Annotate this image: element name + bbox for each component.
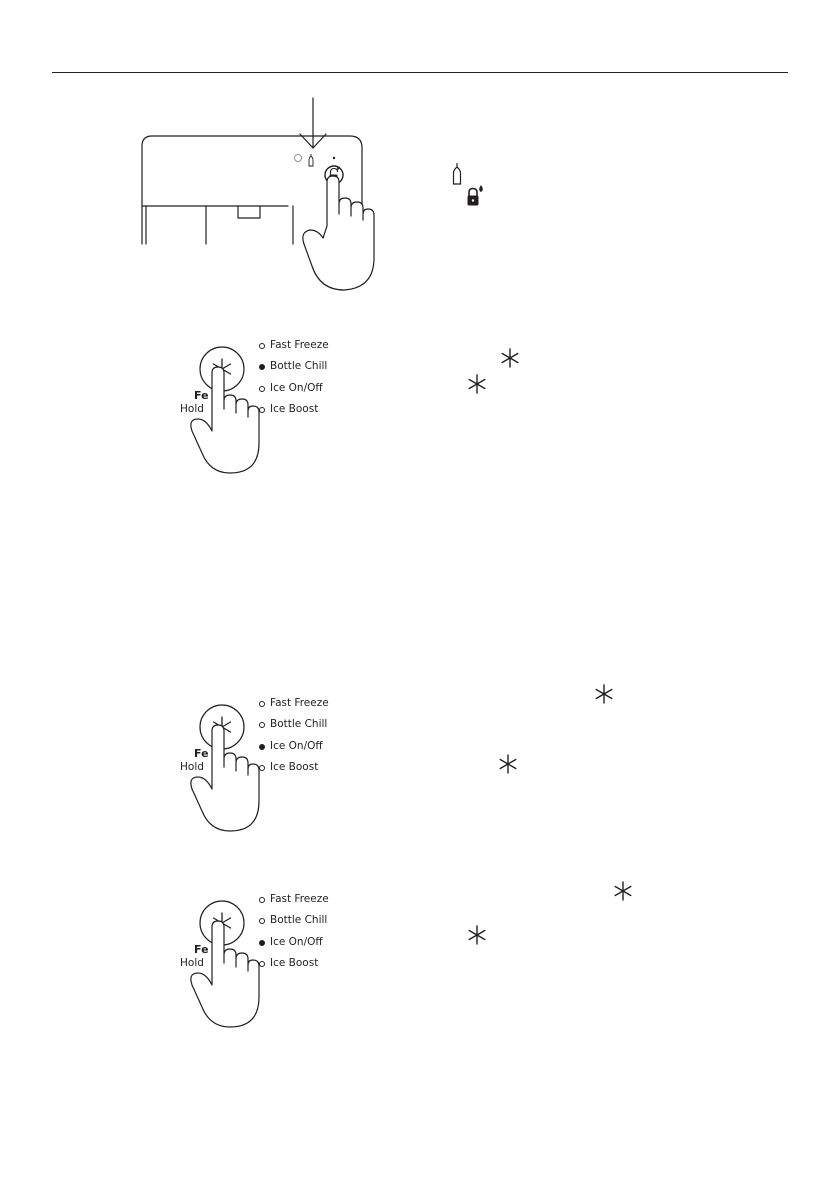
mode-options-3 <box>259 889 329 974</box>
power-icon <box>295 155 302 162</box>
indicator-led <box>259 701 265 707</box>
indicator-led <box>259 364 265 370</box>
mode-option-ice-on-off: Ice On/Off <box>259 932 329 953</box>
bottle-icon <box>309 154 313 166</box>
hand-pointer-icon <box>303 176 374 290</box>
hand-pointer-icon <box>180 335 260 475</box>
control-panel-figure-1 <box>180 335 329 475</box>
control-panel-figure-2 <box>180 693 329 833</box>
indicator-led <box>259 386 265 392</box>
mode-option-fast-freeze: Fast Freeze <box>259 335 329 356</box>
panel-label-hold: Hold <box>180 957 204 969</box>
mode-option-fast-freeze: Fast Freeze <box>259 693 329 714</box>
indicator-led <box>259 744 265 750</box>
indicator-led <box>259 722 265 728</box>
panel-label-fe: Fe <box>194 943 209 956</box>
hand-pointer-icon <box>180 889 260 1029</box>
panel-label-fe: Fe <box>194 389 209 402</box>
header-rule <box>52 72 788 73</box>
dispenser-figure <box>138 96 378 296</box>
control-panel-figure-3 <box>180 889 329 1029</box>
snowflake-star-icon <box>467 925 487 949</box>
mode-option-ice-on-off: Ice On/Off <box>259 378 329 399</box>
panel-label-hold: Hold <box>180 761 204 773</box>
indicator-led <box>259 343 265 349</box>
dispenser-illustration <box>138 96 378 296</box>
lock-drop-icon <box>466 184 486 212</box>
snowflake-star-icon <box>467 374 487 398</box>
mode-option-bottle-chill: Bottle Chill <box>259 910 329 931</box>
snowflake-star-icon <box>594 684 614 708</box>
hand-pointer-icon <box>180 693 260 833</box>
mode-options-1 <box>259 335 329 420</box>
mode-option-ice-boost: Ice Boost <box>259 757 329 778</box>
bottle-icon <box>452 162 462 190</box>
mode-option-ice-boost: Ice Boost <box>259 399 329 420</box>
indicator-led <box>259 918 265 924</box>
snowflake-star-icon <box>500 348 520 372</box>
snowflake-star-icon <box>498 754 518 778</box>
mode-option-ice-boost: Ice Boost <box>259 953 329 974</box>
mode-option-ice-on-off: Ice On/Off <box>259 736 329 757</box>
indicator-led <box>259 961 265 967</box>
mode-options-2 <box>259 693 329 778</box>
panel-label-hold: Hold <box>180 403 204 415</box>
indicator-led <box>259 940 265 946</box>
mode-option-bottle-chill: Bottle Chill <box>259 356 329 377</box>
snowflake-star-icon <box>613 881 633 905</box>
indicator-led <box>259 765 265 771</box>
panel-label-fe: Fe <box>194 747 209 760</box>
indicator-led <box>259 407 265 413</box>
mode-option-bottle-chill: Bottle Chill <box>259 714 329 735</box>
indicator-led <box>259 897 265 903</box>
mode-option-fast-freeze: Fast Freeze <box>259 889 329 910</box>
